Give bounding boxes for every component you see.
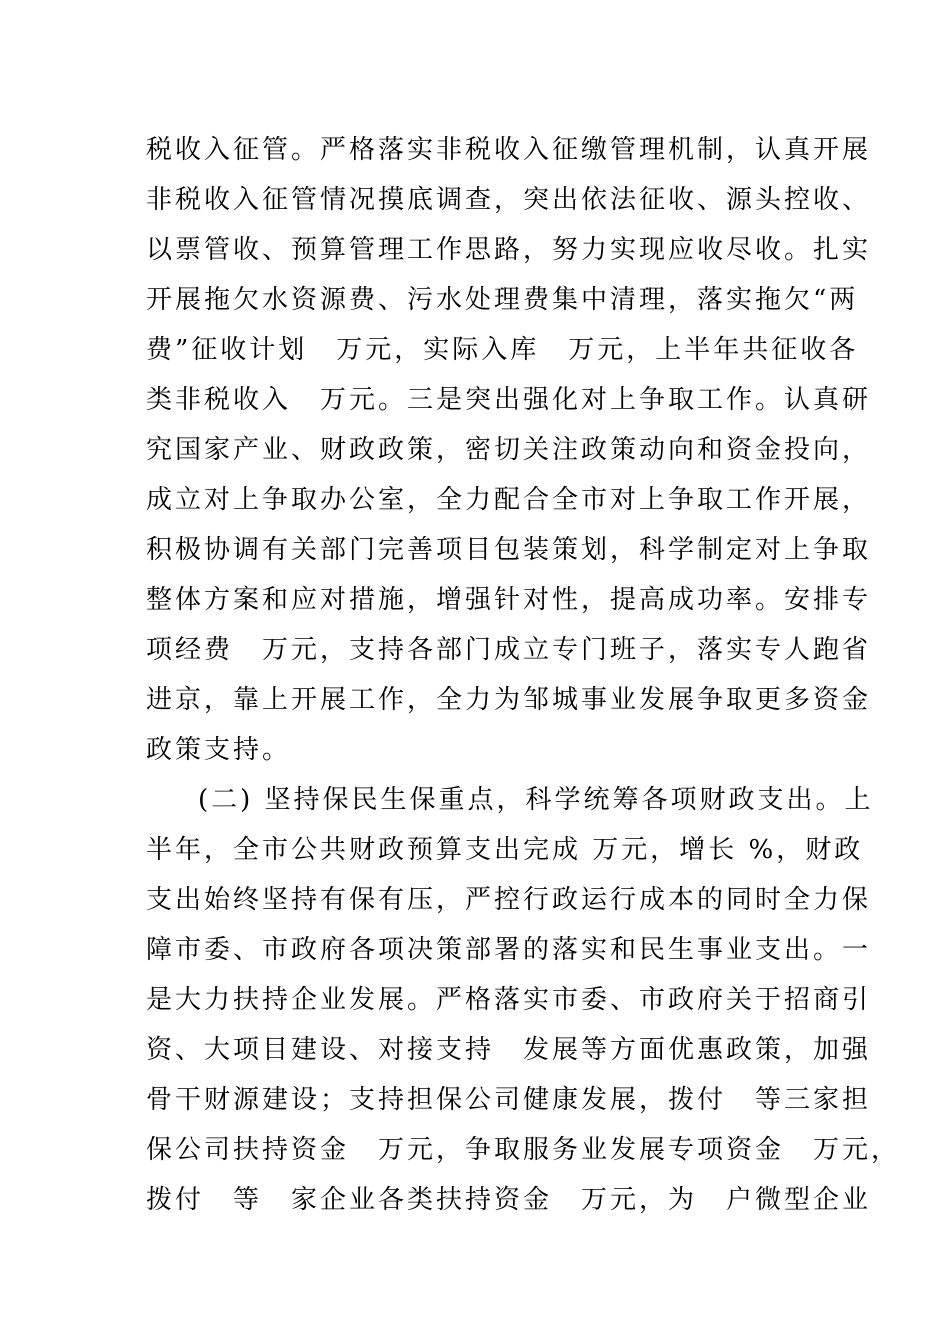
text-line: 障市委、市政府各项决策部署的落实和民生事业支出。一 [146,935,872,965]
text-line: 支出始终坚持有保有压，严控行政运行成本的同时全力保 [146,885,872,915]
text-line: 保公司扶持资金 万元，争取服务业发展专项资金 万元， [146,1135,901,1165]
text-line: 项经费 万元，支持各部门成立专门班子，落实专人跑省 [146,635,872,665]
text-line: 成立对上争取办公室，全力配合全市对上争取工作开展， [146,485,872,515]
text-line: 整体方案和应对措施，增强针对性，提高成功率。安排专 [146,585,872,615]
text-line: 进京，靠上开展工作，全力为邹城事业发展争取更多资金 [146,685,872,715]
text-line: 类非税收入 万元。三是突出强化对上争取工作。认真研 [146,385,872,415]
text-line: 是大力扶持企业发展。严格落实市委、市政府关于招商引 [146,985,872,1015]
section-heading-line: (二) 坚持保民生保重点，科学统筹各项财政支出。上 [198,785,874,815]
text-line: 究国家产业、财政政策，密切关注政策动向和资金投向， [146,435,872,465]
text-line: 政策支持。 [146,735,292,765]
text-line: 费”征收计划 万元，实际入库 万元，上半年共征收各 [146,335,859,365]
text-line: 非税收入征管情况摸底调查，突出依法征收、源头控收、 [146,185,872,215]
text-line: 资、大项目建设、对接支持 发展等方面优惠政策，加强 [146,1035,872,1065]
text-line: 开展拖欠水资源费、污水处理费集中清理，落实拖欠“两 [146,285,859,315]
text-line: 积极协调有关部门完善项目包装策划，科学制定对上争取 [146,535,872,565]
text-line: 拨付 等 家企业各类扶持资金 万元，为 户微型企业 [146,1185,872,1215]
text-line: 半年，全市公共财政预算支出完成 万元，增长 %，财政 [146,835,864,865]
text-line: 骨干财源建设；支持担保公司健康发展，拨付 等三家担 [146,1085,872,1115]
text-line: 税收入征管。严格落实非税收入征缴管理机制，认真开展 [146,135,872,165]
text-line: 以票管收、预算管理工作思路，努力实现应收尽收。扎实 [146,235,872,265]
